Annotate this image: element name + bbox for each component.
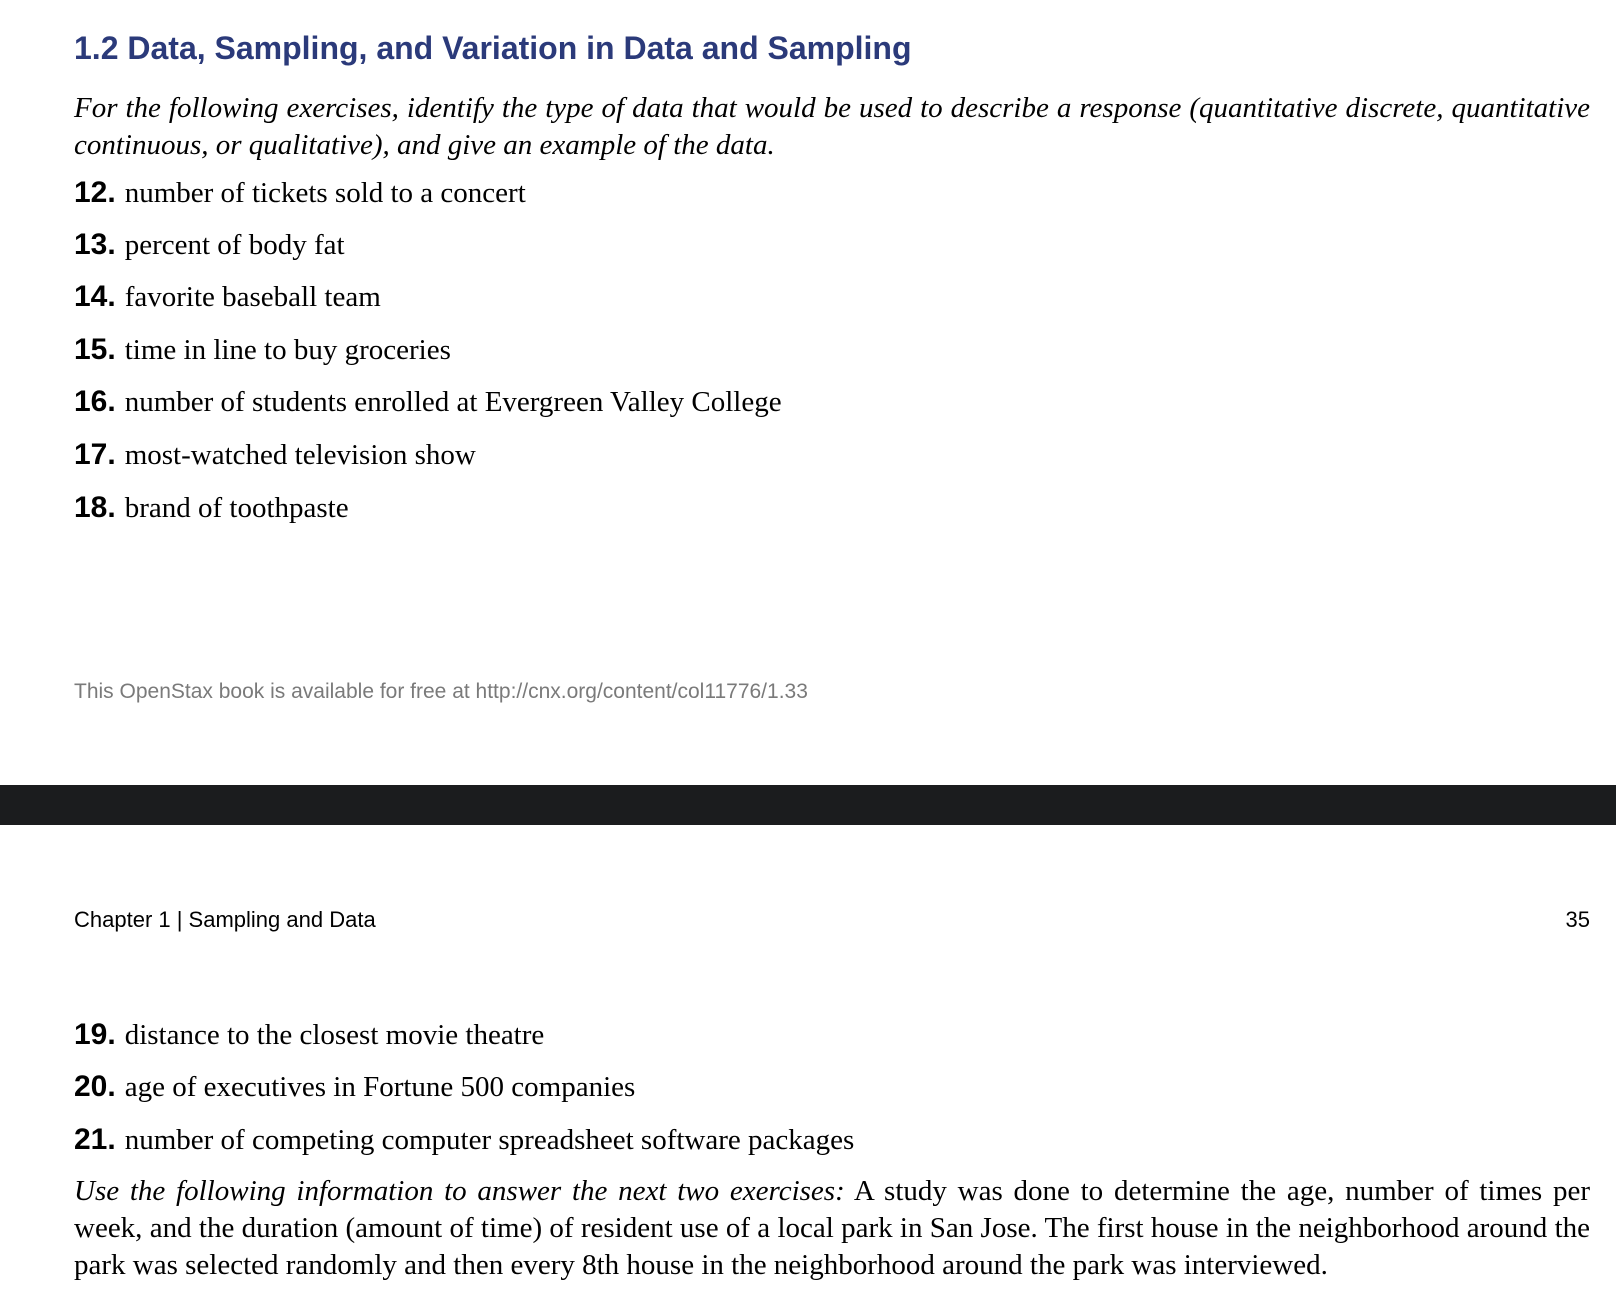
exercise-item (74, 279, 381, 315)
exercise-item (74, 1069, 635, 1105)
footer-note: This OpenStax book is available for free at http://cnx.org/content/col11776/1.33 (74, 680, 808, 703)
exercise-text: age of executives in Fortune 500 companies (124, 1071, 636, 1103)
exercise-number: 13. (74, 228, 116, 261)
exercise-number: 16. (74, 385, 116, 418)
exercise-text: number of competing computer spreadsheet software packages (124, 1124, 855, 1156)
exercise-item (74, 1017, 544, 1053)
exercise-number: 12. (74, 176, 116, 209)
exercise-item (74, 384, 782, 420)
exercise-number: 14. (74, 280, 116, 313)
exercise-number: 15. (74, 333, 116, 366)
info-body: A study was done to determine the age, number of times per week, and the duration (amount of time) of resident use of a local park in San Jose. The first house in the neighborhood around the park was selected randomly and then every 8th house in the neighborhood around the park was interviewed. (74, 1175, 1590, 1281)
exercise-item (74, 227, 345, 263)
exercise-item (74, 437, 476, 473)
exercise-text: most-watched television show (124, 439, 476, 471)
exercise-text: distance to the closest movie theatre (124, 1019, 545, 1051)
section-title: 1.2 Data, Sampling, and Variation in Data and Sampling (74, 30, 912, 66)
page-number: 35 (1565, 907, 1590, 932)
running-header: Chapter 1 | Sampling and Data (74, 907, 376, 932)
info-paragraph (74, 1173, 1590, 1284)
info-lead: Use the following information to answer the next two exercises: (74, 1175, 845, 1207)
exercise-text: percent of body fat (124, 229, 345, 261)
exercise-number: 18. (74, 491, 116, 524)
exercise-text: favorite baseball team (124, 281, 381, 313)
exercise-instructions: For the following exercises, identify the type of data that would be used to describe a response (quantitative discrete, quantitative continuous, or qualitative), and give an example of the data. (74, 92, 1590, 161)
exercise-text: time in line to buy groceries (124, 334, 451, 366)
exercise-text: number of tickets sold to a concert (124, 177, 526, 209)
exercise-text: number of students enrolled at Evergreen Valley College (124, 386, 782, 418)
exercise-number: 21. (74, 1123, 116, 1156)
page-break-divider (0, 785, 1616, 825)
exercise-number: 17. (74, 438, 116, 471)
exercise-number: 20. (74, 1070, 116, 1103)
page-top (74, 0, 1590, 785)
exercise-item (74, 332, 451, 368)
exercise-number: 19. (74, 1018, 116, 1051)
exercise-item (74, 1122, 854, 1158)
exercise-text: brand of toothpaste (124, 492, 349, 524)
page-bottom (74, 825, 1590, 1304)
exercise-item (74, 175, 526, 211)
exercise-item (74, 490, 349, 526)
